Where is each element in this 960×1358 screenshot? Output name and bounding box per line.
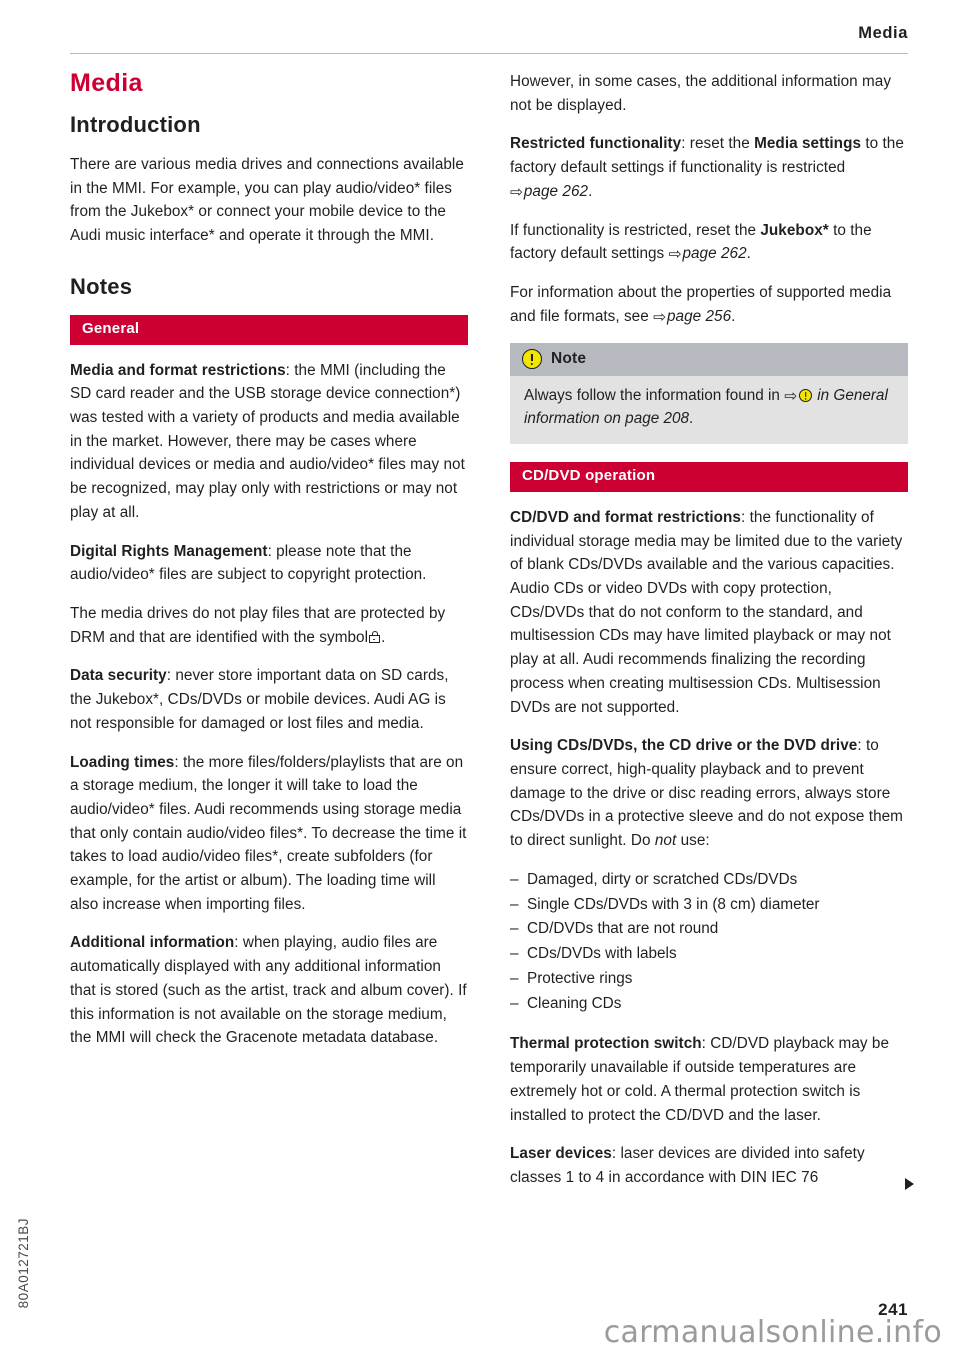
paragraph-using-cds-dvds bbox=[510, 734, 908, 853]
paragraph-text: : CD/DVD playback may be temporarily unavailable if outside temperatures are extremely hot or cold. A thermal protection switch is installed to protect the CD/DVD and the laser. bbox=[510, 1035, 890, 1124]
running-header-title: Media bbox=[858, 24, 908, 42]
chapter-title: Media bbox=[70, 69, 143, 97]
paragraph-italic-term: not bbox=[654, 832, 677, 850]
subsection-band-cddvd-operation: CD/DVD operation bbox=[510, 462, 908, 492]
paragraph-text-end: . bbox=[731, 307, 736, 325]
cross-reference-page-256: ⇨page 256 bbox=[653, 308, 731, 325]
arrow-right-icon: ⇨ bbox=[653, 308, 666, 326]
paragraph-text-end: . bbox=[381, 628, 386, 646]
paragraph-text-end: . bbox=[588, 182, 593, 200]
paragraph-text: For information about the properties of supported media and file formats, see bbox=[510, 283, 892, 325]
paragraph-lead: Thermal protection switch bbox=[510, 1035, 702, 1053]
arrow-right-icon: ⇨ bbox=[668, 246, 682, 264]
paragraph-laser-devices bbox=[510, 1142, 908, 1189]
arrow-right-icon: ⇨ bbox=[510, 183, 523, 201]
arrow-right-icon: ⇨ bbox=[784, 388, 798, 406]
paragraph-additional-information bbox=[70, 931, 468, 1050]
warning-icon bbox=[799, 389, 812, 402]
continuation-arrow-icon bbox=[905, 1178, 914, 1190]
paragraph-bold-term: Jukebox* bbox=[760, 221, 829, 239]
paragraph-text-end: use: bbox=[676, 832, 710, 850]
right-column bbox=[510, 70, 908, 1190]
paragraph-text-2: to the factory default settings if functionality is restricted bbox=[510, 135, 904, 177]
paragraph-text: : please note that the audio/video* files are subject to copyright protection. bbox=[70, 542, 427, 584]
left-column bbox=[70, 70, 468, 1050]
paragraph-lead: Loading times bbox=[70, 753, 175, 771]
paragraph-text: If functionality is restricted, reset the bbox=[510, 221, 761, 239]
paragraph-lead: Data security bbox=[70, 667, 167, 685]
paragraph-jukebox-reset bbox=[510, 219, 908, 266]
paragraph-thermal-protection-switch bbox=[510, 1032, 908, 1127]
paragraph-text: : when playing, audio files are automatically displayed with any additional information that is stored (such as the artist, track and album cover). If this information is not available on the storage medium, the MMI will check the Gracenote metadata database. bbox=[70, 934, 467, 1047]
paragraph-text: : the MMI (including the SD card reader and the USB storage device connection*) was tested with a variety of products and media available in the market. However, there may be cases where individual devices or media and audio/video* files may not be recognized, may play only with restrictions or may not play at all. bbox=[70, 361, 465, 521]
list-item: – Single CDs/DVDs with 3 in (8 cm) diameter bbox=[510, 893, 908, 918]
paragraph-data-security bbox=[70, 664, 468, 735]
list-item: – CD/DVDs that are not round bbox=[510, 917, 908, 942]
paragraph-lead: Additional information bbox=[70, 934, 235, 952]
paragraph-text: : the functionality of individual storage media may be limited due to the variety of blank CDs/DVDs available and the various capacities. Audio CDs or video DVDs with copy protection, CDs/DVDs that do not conform to the standard, and multisession CDs may have limited playback or may not play at all. Audi recommends finalizing the recording process when creating multisession CDs. Multisession DVDs are not supported. bbox=[510, 508, 903, 716]
cross-reference-page-262: ⇨page 262 bbox=[510, 183, 588, 200]
paragraph-drm-symbol bbox=[70, 602, 468, 649]
paragraph-lead: Using CDs/DVDs, the CD drive or the DVD drive bbox=[510, 737, 858, 755]
paragraph-text: The media drives do not play files that are protected by DRM and that are identified with the bbox=[70, 604, 446, 646]
list-item: – Damaged, dirty or scratched CDs/DVDs bbox=[510, 868, 908, 893]
cross-reference-page-262: ⇨page 262 bbox=[669, 245, 747, 262]
page-body bbox=[70, 70, 908, 1270]
paragraph-supported-media bbox=[510, 281, 908, 328]
paragraph-text: : reset the bbox=[681, 135, 755, 153]
paragraph-text: : laser devices are divided into safety classes 1 to 4 in accordance with DIN IEC 76 bbox=[510, 1145, 865, 1186]
warning-icon bbox=[522, 349, 542, 369]
subsection-band-general: General bbox=[70, 315, 468, 345]
paragraph-restricted-functionality bbox=[510, 132, 908, 203]
paragraph-cddvd-format-restrictions bbox=[510, 506, 908, 719]
site-watermark: carmanualsonline.info bbox=[603, 1315, 942, 1350]
section-title-notes: Notes bbox=[70, 273, 133, 299]
paragraph-lead: Laser devices bbox=[510, 1145, 612, 1163]
lock-icon bbox=[369, 631, 380, 643]
dont-use-list bbox=[510, 868, 908, 1017]
note-callout-box bbox=[510, 343, 908, 444]
paragraph-text-end: . bbox=[746, 245, 751, 263]
paragraph-lead: Restricted functionality bbox=[510, 135, 682, 153]
intro-paragraph: There are various media drives and connections available in the MMI. For example, you can play audio/video* files from the Jukebox* or connect your mobile device to the Audi music interface* and operate it through the MMI. bbox=[70, 155, 464, 244]
page-number: 241 bbox=[878, 1300, 908, 1319]
list-item: – Cleaning CDs bbox=[510, 992, 908, 1017]
paragraph-lead: CD/DVD and format restrictions bbox=[510, 508, 741, 526]
running-header bbox=[70, 24, 908, 54]
margin-document-code: 80A012721BJ bbox=[16, 1217, 31, 1308]
paragraph-continued: However, in some cases, the additional information may not be displayed. bbox=[510, 73, 892, 114]
paragraph-lead: Media and format restrictions bbox=[70, 361, 286, 379]
note-box-header bbox=[510, 343, 908, 376]
paragraph-loading-times bbox=[70, 751, 468, 917]
paragraph-text-2: to the factory default settings bbox=[510, 221, 872, 263]
note-box-title: Note bbox=[551, 350, 587, 368]
header-divider bbox=[70, 53, 908, 54]
paragraph-digital-rights-management bbox=[70, 540, 468, 587]
paragraph-text: : the more files/folders/playlists that are on a storage medium, the longer it will take to load the audio/video* files. Audi recommends using storage media that only contain audio/video files*. To decrease the time it takes to load audio/video files*, create subfolders (for example, for the artist or album). The loading time will also increase when importing files. bbox=[70, 753, 467, 913]
paragraph-media-format-restrictions bbox=[70, 359, 468, 525]
note-box-text: Always follow the information found in ⇨ in General information on page 208. bbox=[524, 387, 888, 428]
paragraph-text: : never store important data on SD cards, the Jukebox*, CDs/DVDs or mobile devices. Audi AG is not responsible for damaged or lost files and media. bbox=[70, 667, 449, 732]
list-item: – Protective rings bbox=[510, 967, 908, 992]
section-title-introduction: Introduction bbox=[70, 111, 201, 137]
paragraph-text: : to ensure correct, high-quality playback and to prevent damage to the drive or disc reading errors, always store CDs/DVDs in a protective sleeve and do not expose them to direct sunlight. Do bbox=[510, 737, 903, 850]
paragraph-lead: Digital Rights Management bbox=[70, 542, 268, 560]
note-box-body bbox=[510, 376, 908, 444]
paragraph-text-tail: symbol bbox=[319, 628, 369, 646]
list-item: – CDs/DVDs with labels bbox=[510, 942, 908, 967]
paragraph-bold-term: Media settings bbox=[754, 135, 862, 153]
